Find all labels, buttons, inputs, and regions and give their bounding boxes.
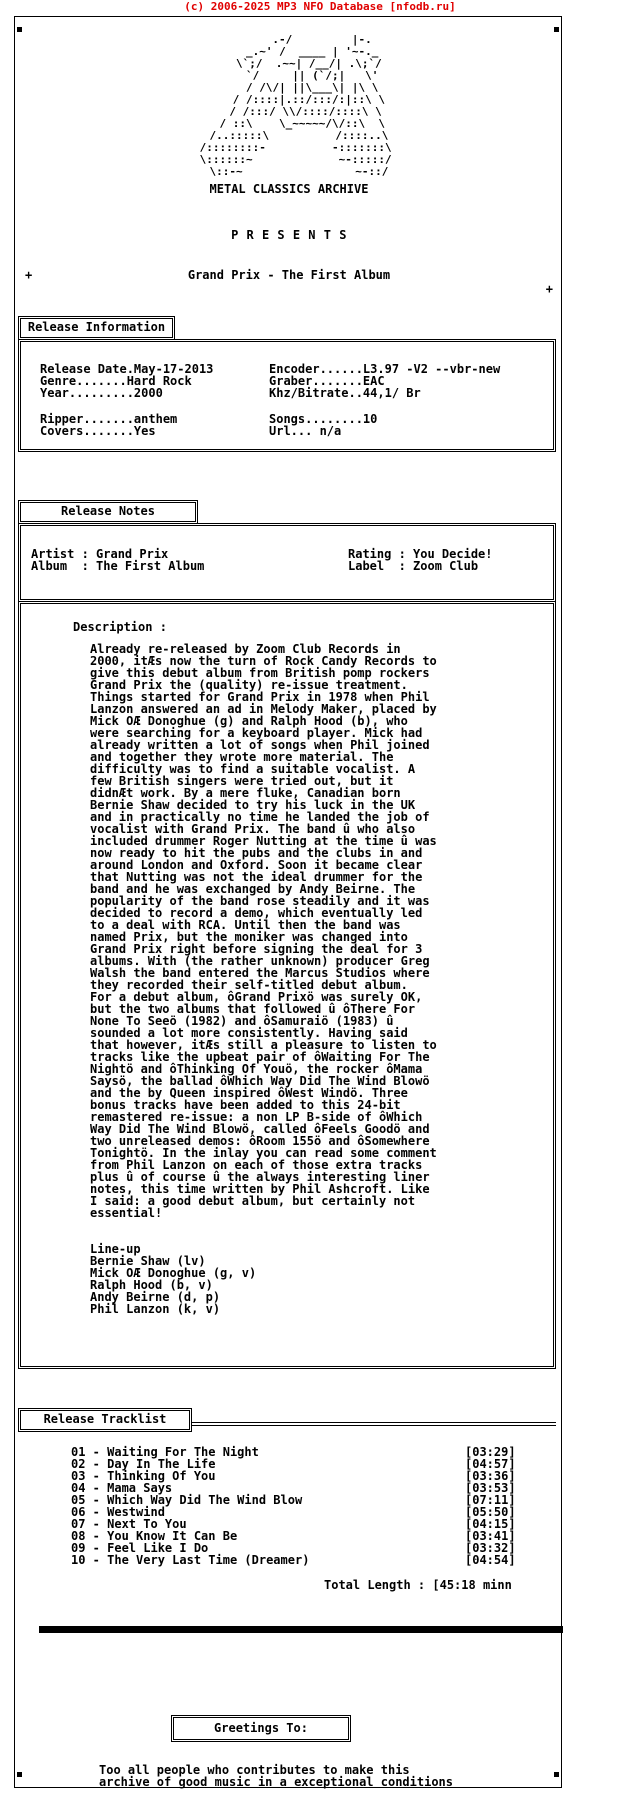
track-title: 08 - You Know It Can Be [71, 1529, 238, 1543]
track-duration: [05:50] [465, 1505, 516, 1519]
corner-mark [17, 1772, 22, 1777]
info-url: Url... n/a [269, 424, 342, 438]
nfo-document [14, 16, 562, 1788]
info-bitrate: Khz/Bitrate..44,1/ Br [269, 386, 421, 400]
track-title: 03 - Thinking Of You [71, 1469, 216, 1483]
track-duration: [04:57] [465, 1457, 516, 1471]
tracklist-tab: Release Tracklist [18, 1408, 192, 1432]
greetings-line-1: Too all people who contributes to make this [99, 1763, 410, 1777]
description-label: Description : [73, 620, 167, 634]
track-duration: [03:53] [465, 1481, 516, 1495]
track-title: 04 - Mama Says [71, 1481, 173, 1495]
ascii-logo: .-/ |-. _.~' / ____ | '~-._ \`;/ .~~| /__/| .\;`/ `/ || (`/;| \' / /\/| ||\___\| |\ \ / /::::|.::/:::/:|::\ \ / /:::/ \\/::::/::::\ \ / ::\ \_~~~~~/\/::\ \ /..:::::\ /::::..\ /::::::::- -:::::::\ \::::::~ ~-:::::/ \::-~ ~-::/ [199, 33, 392, 178]
description-text: Already re-released by Zoom Club Records in 2000, itÆs now the turn of Rock Candy Records to give this debut album from British pomp rockers Grand Prix the (quality) re-issue treatment. Things started for Grand Prix in 1978 when Phil Lanzon answered an ad in Melody Maker, placed by Mick OÆ Donoghue (g) and Ralph Hood (b), who were searching for a keyboard player. Mick had already written a lot of songs when Phil joined and together they wrote more material. The difficulty was to find a suitable vocalist. A few British singers were tried out, but it didnÆt work. By a mere fluke, Canadian born Bernie Shaw decided to try his luck in the UK and in practically no time he landed the job of vocalist with Grand Prix. The band û who also included drummer Roger Nutting at the time û was now ready to hit the pubs and the clubs in and around London and Oxford. Soon it became clear that Nutting was not the ideal drummer for the band and he was exchanged by Andy Beirne. The popularity of the band rose steadily and it was decided to record a demo, which eventually led to a deal with RCA. Until then the band was named Prix, but the moniker was changed into Grand Prix right before signing the deal for 3 albums. With (the rather unknown) producer Greg Walsh the band entered the Marcus Studios where they recorded their self-titled debut album. For a debut album, ôGrand Prixö was surely OK, but the two albums that followed û ôThere For None To Seeö (1982) and ôSamuraiö (1983) û sounded a lot more consistently. Having said that however, itÆs still a pleasure to listen to tracks like the upbeat pair of ôWaiting For The Nightö and ôThinking Of Youö, the rocker ôMama Saysö, the ballad ôWhich Way Did The Wind Blowö and the by Queen inspired ôWest Windö. Three bonus tracks have been added to this 24-bit remastered re-issue: a non LP B-side of ôWhich Way Did The Wind Blowö, called ôFeels Goodö and two unreleased demos: ôRoom 155ö and ôSomewhere Tonightö. In the inlay you can read some comment from Phil Lanzon on each of those extra tracks plus û of course û the always interesting liner notes, this time written by Phil Ashcroft. Like I said: a good debut album, but certainly not essential! Line-up Bernie Shaw (lv) Mick OÆ Donoghue (g, v) Ralph Hood (b, v) Andy Beirne (d, p) Phil Lanzon (k, v) [90, 642, 437, 1316]
info-genre: Genre.......Hard Rock [40, 374, 192, 388]
corner-mark [17, 27, 22, 32]
tracklist-rule [192, 1425, 556, 1426]
release-title-line [25, 268, 553, 296]
info-graber: Graber.......EAC [269, 374, 385, 388]
notes-album: Album : The First Album [31, 559, 205, 573]
track-title: 02 - Day In The Life [71, 1457, 216, 1471]
track-duration: [03:41] [465, 1529, 516, 1543]
track-title: 05 - Which Way Did The Wind Blow [71, 1493, 303, 1507]
plus-mark: + [25, 268, 33, 282]
info-ripper: Ripper.......anthem [40, 412, 178, 426]
archive-name: METAL CLASSICS ARCHIVE [209, 182, 369, 196]
track-title: 06 - Westwind [71, 1505, 165, 1519]
greetings-tab: Greetings To: [171, 1715, 351, 1742]
notes-rating: Rating : You Decide! [348, 547, 493, 561]
info-year: Year.........2000 [40, 386, 163, 400]
plus-mark: + [545, 282, 553, 296]
track-title: 07 - Next To You [71, 1517, 187, 1531]
track-duration: [07:11] [465, 1493, 516, 1507]
release-info-tab: Release Information [18, 316, 175, 340]
tracklist-rule [192, 1422, 556, 1423]
track-duration: [03:29] [465, 1445, 516, 1459]
info-release-date: Release Date.May-17-2013 [40, 362, 214, 376]
corner-mark [554, 27, 559, 32]
track-title: 09 - Feel Like I Do [71, 1541, 209, 1555]
track-title: 01 - Waiting For The Night [71, 1445, 259, 1459]
track-duration: [03:32] [465, 1541, 516, 1555]
info-songs: Songs........10 [269, 412, 378, 426]
track-duration: [04:54] [465, 1553, 516, 1567]
release-title: Grand Prix - The First Album [187, 268, 391, 282]
greetings-line-2: archive of good music in a exceptional conditions [99, 1775, 454, 1789]
release-notes-tab: Release Notes [18, 500, 198, 524]
notes-label: Label : Zoom Club [348, 559, 479, 573]
track-duration: [03:36] [465, 1469, 516, 1483]
track-title: 10 - The Very Last Time (Dreamer) [71, 1553, 310, 1567]
track-row [71, 1553, 516, 1567]
notes-artist: Artist : Grand Prix [31, 547, 169, 561]
info-covers: Covers.......Yes [40, 424, 156, 438]
corner-mark [554, 1772, 559, 1777]
track-duration: [04:15] [465, 1517, 516, 1531]
presents-heading: P R E S E N T S [231, 228, 347, 242]
info-encoder: Encoder......L3.97 -V2 --vbr-new [269, 362, 501, 376]
total-length: Total Length : [45:18 minn [324, 1578, 512, 1592]
site-header: (c) 2006-2025 MP3 NFO Database [nfodb.ru] [184, 0, 456, 13]
section-divider [39, 1626, 563, 1633]
